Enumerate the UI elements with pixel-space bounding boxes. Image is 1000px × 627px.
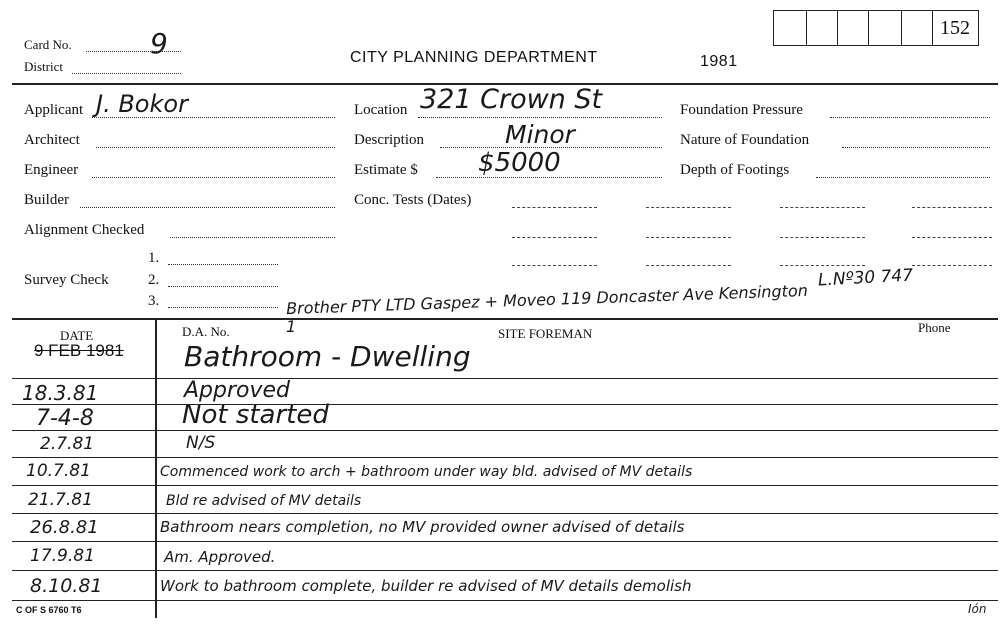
conc-test-line [912,237,992,238]
form-title: CITY PLANNING DEPARTMENT [350,49,598,66]
location-label: Location [354,102,408,118]
row-date: 26.8.81 [30,517,99,538]
architect-line [96,147,335,148]
district-label: District [24,59,63,74]
row-date: 10.7.81 [26,461,91,481]
card-number: 152 [940,17,970,39]
survey-num-1: 1. [148,250,160,266]
conc-test-line [780,207,865,208]
conc-test-line [512,265,597,266]
conc-test-line [512,207,597,208]
estimate-label: Estimate $ [354,162,418,178]
box-divider [932,10,933,45]
survey-num-2: 2. [148,272,160,288]
row-rule [12,600,998,601]
date-header: DATE [60,328,94,343]
nature-foundation-line [842,147,990,148]
engineer-line [92,177,335,178]
date-column-divider [155,318,157,618]
conc-test-line [512,237,597,238]
alignment-line [170,237,335,238]
conc-test-line [780,237,865,238]
lot-note: L.Nº30 747 [817,265,914,291]
row-entry: N/S [186,433,216,453]
row-date: 8.10.81 [30,575,103,597]
row-entry: Not started [182,400,329,430]
conc-test-line [646,265,731,266]
row-entry: Bld re advised of MV details [166,493,362,509]
applicant-value: J. Bokor [96,90,188,118]
nature-foundation-label: Nature of Foundation [680,132,810,148]
foundation-pressure-label: Foundation Pressure [680,102,803,118]
engineer-label: Engineer [24,162,79,178]
row-rule [12,485,998,486]
box-divider [868,10,869,45]
row-date: 21.7.81 [28,490,93,510]
row-date: 9 FEB 1981 [34,341,124,360]
depth-footings-line [816,177,990,178]
description-value: Minor [505,120,575,149]
card-no-value: 9 [150,27,168,60]
survey-line-1 [168,264,278,265]
form-code: C OF S 6760 T6 [16,605,82,615]
builder-note: Brother PTY LTD Gaspez + Moveo 119 Doncaster Ave Kensington [285,280,809,319]
row-rule [12,570,998,571]
row-date: 18.3.81 [22,381,99,405]
box-divider [901,10,902,45]
architect-label: Architect [24,132,80,148]
box-divider [837,10,838,45]
conc-test-line [912,265,992,266]
row-date: 2.7.81 [40,434,95,454]
conc-test-line [780,265,865,266]
conc-test-line [912,207,992,208]
row-entry: Am. Approved. [164,548,276,566]
da-value: 1 [286,317,297,336]
applicant-label: Applicant [24,102,84,118]
location-value: 321 Crown St [420,84,603,115]
initials: Ión [968,602,987,616]
alignment-label: Alignment Checked [24,222,145,238]
builder-label: Builder [24,192,69,208]
conc-test-line [646,237,731,238]
conc-tests-label: Conc. Tests (Dates) [354,192,472,208]
row-rule [12,457,998,458]
row-entry: Bathroom nears completion, no MV provided owner advised of details [160,518,685,536]
survey-check-label: Survey Check [24,272,109,288]
row-entry: Commenced work to arch + bathroom under way bld. advised of MV details [160,464,693,480]
row-rule [12,430,998,431]
district-line [72,73,181,74]
row-rule [12,513,998,514]
row-rule [12,541,998,542]
card-no-label: Card No. [24,37,72,52]
row-date: 17.9.81 [30,546,95,566]
conc-test-line [646,207,731,208]
row-rule [12,378,998,379]
form-year: 1981 [700,53,738,70]
foundation-pressure-line [830,117,990,118]
depth-footings-label: Depth of Footings [680,162,790,178]
description-label: Description [354,132,424,148]
location-line [418,117,662,118]
row-entry: Bathroom - Dwelling [184,340,471,373]
builder-line [80,207,335,208]
table-top-rule [12,318,998,320]
survey-line-2 [168,286,278,287]
foreman-header: SITE FOREMAN [498,326,593,341]
phone-header: Phone [918,320,951,335]
estimate-value: $5000 [478,148,561,178]
row-entry: Work to bathroom complete, builder re advised of MV details demolish [160,577,692,595]
row-rule [12,404,998,405]
row-entry: Approved [184,378,291,403]
da-header: D.A. No. [182,324,230,339]
box-divider [806,10,807,45]
row-date: 7-4-8 [36,406,94,431]
survey-num-3: 3. [148,293,160,309]
survey-line-3 [168,307,278,308]
